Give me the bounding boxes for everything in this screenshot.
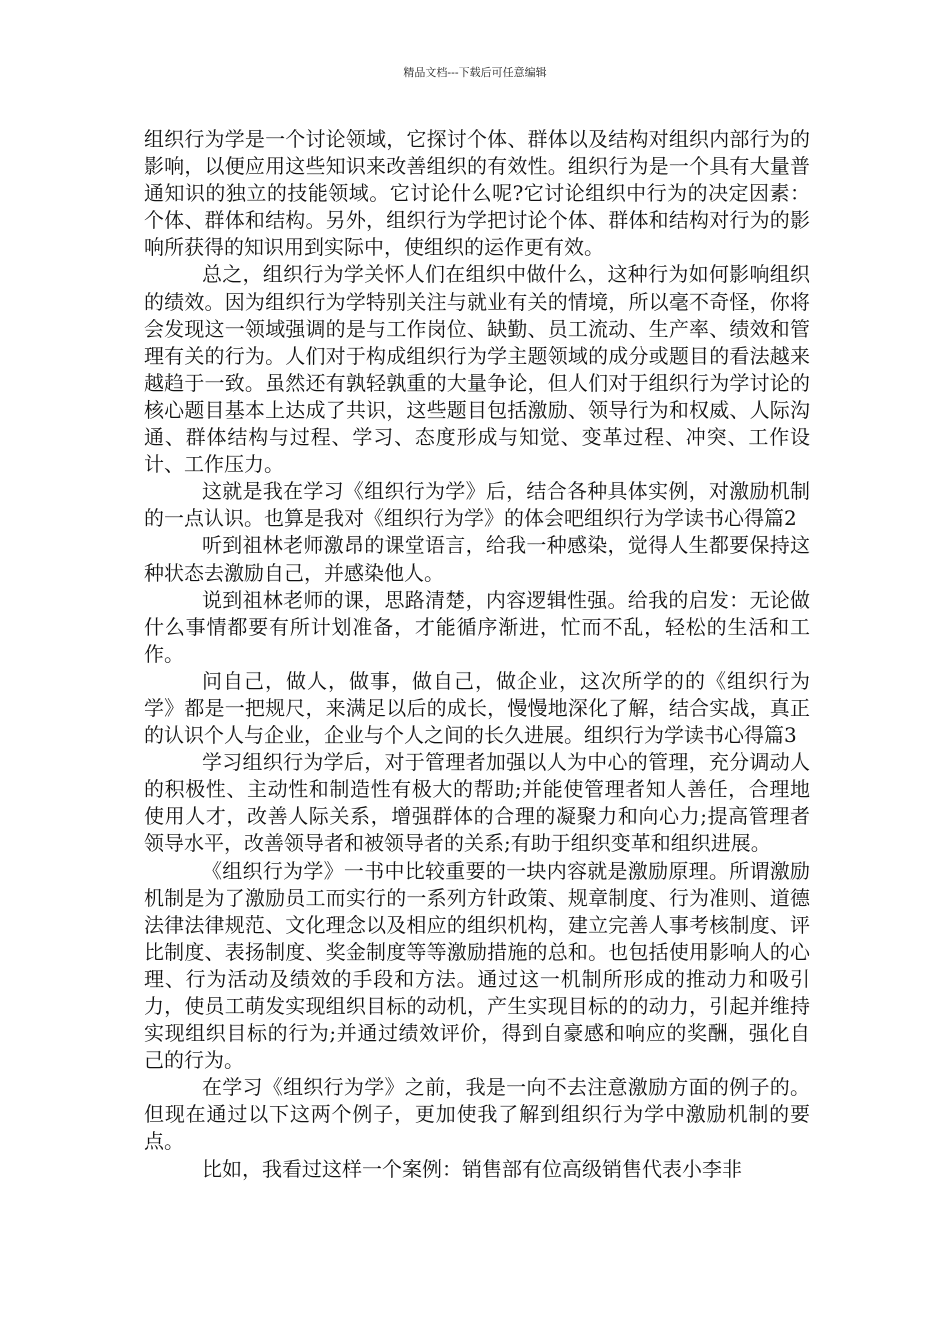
document-body — [144, 126, 810, 1183]
paragraph-5: 说到祖林老师的课，思路清楚，内容逻辑性强。给我的启发：无论做什么事情都要有所计划准备，才能循序渐进，忙而不乱，轻松的生活和工作。 — [144, 587, 810, 666]
paragraph-7: 学习组织行为学后，对于管理者加强以人为中心的管理，充分调动人的积极性、主动性和制造性有极大的帮助;并能使管理者知人善任，合理地使用人才，改善人际关系，增强群体的合理的凝聚力和向心力;提高管理者领导水平，改善领导者和被领导者的关系;有助于组织变革和组织进展。 — [144, 750, 810, 856]
page-header: 精品文档---下载后可任意编辑 — [403, 66, 547, 79]
paragraph-8: 《组织行为学》一书中比较重要的一块内容就是激励原理。所谓激励机制是为了激励员工而实行的一系列方针政策、规章制度、行为准则、道德法律法律规范、文化理念以及相应的组织机构，建立完善人事考核制度、评比制度、表扬制度、奖金制度等等激励措施的总和。也包括使用影响人的心理、行为活动及绩效的手段和方法。通过这一机制所形成的推动力和吸引力，使员工萌发实现组织目标的动机，产生实现目标的的动力，引起并维持实现组织目标的行为;并通过绩效评价，得到自豪感和响应的奖酬，强化自己的行为。 — [144, 858, 810, 1073]
paragraph-9: 在学习《组织行为学》之前，我是一向不去注意激励方面的例子的。但现在通过以下这两个例子，更加使我了解到组织行为学中激励机制的要点。 — [144, 1075, 810, 1154]
paragraph-2: 总之，组织行为学关怀人们在组织中做什么，这种行为如何影响组织的绩效。因为组织行为学特别关注与就业有关的情境，所以毫不奇怪，你将会发现这一领域强调的是与工作岗位、缺勤、员工流动、生产率、绩效和管理有关的行为。人们对于构成组织行为学主题领域的成分或题目的看法越来越趋于一致。虽然还有孰轻孰重的大量争论，但人们对于组织行为学讨论的核心题目基本上达成了共识，这些题目包括激励、领导行为和权威、人际沟通、群体结构与过程、学习、态度形成与知觉、变革过程、冲突、工作设计、工作压力。 — [144, 262, 810, 477]
paragraph-1: 组织行为学是一个讨论领域，它探讨个体、群体以及结构对组织内部行为的影响，以便应用这些知识来改善组织的有效性。组织行为是一个具有大量普通知识的独立的技能领域。它讨论什么呢?它讨论组织中行为的决定因素：个体、群体和结构。另外，组织行为学把讨论个体、群体和结构对行为的影响所获得的知识用到实际中，使组织的运作更有效。 — [144, 127, 810, 260]
paragraph-10: 比如，我看过这样一个案例：销售部有位高级销售代表小李非 — [202, 1156, 742, 1181]
paragraph-4: 听到祖林老师激昂的课堂语言，给我一种感染，觉得人生都要保持这种状态去激励自己，并感染他人。 — [144, 533, 810, 585]
paragraph-6: 问自己，做人，做事，做自己，做企业，这次所学的的《组织行为学》都是一把规尺，来满足以后的成长，慢慢地深化了解，结合实战，真正的认识个人与企业，企业与个人之间的长久进展。组织行为学读书心得篇3 — [144, 668, 810, 748]
paragraph-3: 这就是我在学习《组织行为学》后，结合各种具体实例，对激励机制的一点认识。也算是我对《组织行为学》的体会吧组织行为学读书心得篇2 — [144, 479, 810, 531]
